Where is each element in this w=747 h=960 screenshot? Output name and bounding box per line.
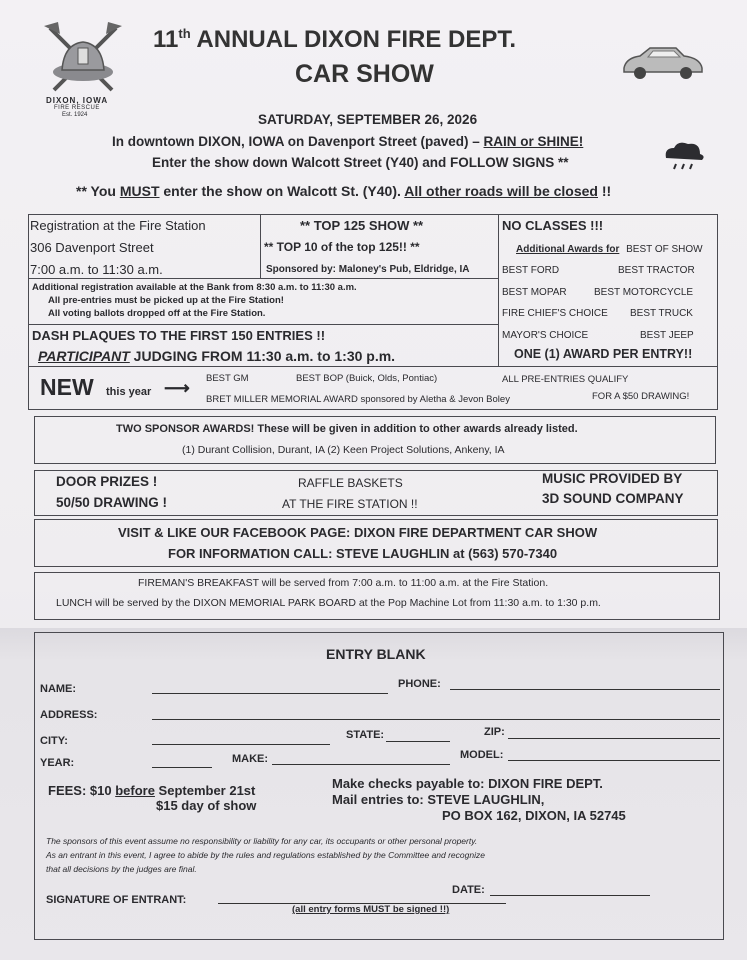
award-left-2: FIRE CHIEF'S CHOICE <box>502 308 608 319</box>
date-field[interactable] <box>490 895 650 896</box>
event-location: In downtown DIXON, IOWA on Davenport Street (paved) – RAIN or SHINE! <box>112 134 584 149</box>
ballot-dropoff: All voting ballots dropped off at the Fire Station. <box>48 308 266 319</box>
phone-label: PHONE: <box>398 678 441 690</box>
disclaimer-3: that all decisions by the judges are final. <box>46 864 197 874</box>
enter-instructions: Enter the show down Walcott Street (Y40) and FOLLOW SIGNS ** <box>152 155 569 170</box>
name-label: NAME: <box>40 683 77 695</box>
model-label: MODEL: <box>460 749 504 761</box>
music-company: 3D SOUND COMPANY <box>542 491 684 506</box>
top-sponsor: Sponsored by: Maloney's Pub, Eldridge, IA <box>266 264 470 275</box>
best-gm: BEST GM <box>206 373 249 384</box>
mail-address: PO BOX 162, DIXON, IA 52745 <box>442 808 626 823</box>
fifty-fifty-drawing: 50/50 DRAWING ! <box>56 495 168 510</box>
disclaimer-1: The sponsors of this event assume no responsibility or liability for any car, its occupants or other personal property. <box>46 836 478 846</box>
sponsor-awards: TWO SPONSOR AWARDS! These will be given in addition to other awards already listed. <box>116 423 578 435</box>
disclaimer-2: As an entrant in this event, I agree to abide by the rules and regulations established by the Committee and recognize <box>46 850 485 860</box>
best-bop: BEST BOP (Buick, Olds, Pontiac) <box>296 373 438 384</box>
flyer-title-line2: CAR SHOW <box>295 60 434 88</box>
reg-location: Registration at the Fire Station <box>30 218 206 233</box>
award-right-1: BEST MOTORCYCLE <box>594 287 694 298</box>
raffle-location: AT THE FIRE STATION !! <box>282 497 418 511</box>
checks-payable: Make checks payable to: DIXON FIRE DEPT. <box>332 776 603 791</box>
state-label: STATE: <box>346 729 385 741</box>
reg-hours: 7:00 a.m. to 11:30 a.m. <box>30 262 163 277</box>
phone-field[interactable] <box>450 689 720 690</box>
mail-entries: Mail entries to: STEVE LAUGHLIN, <box>332 792 545 807</box>
logo-line1: DIXON, IOWA <box>46 96 109 105</box>
award-right-2: BEST TRUCK <box>630 308 693 319</box>
sponsor-list: (1) Durant Collision, Durant, IA (2) Keen Project Solutions, Ankeny, IA <box>182 444 505 456</box>
award-right-0: BEST TRACTOR <box>618 265 695 276</box>
raffle-baskets: RAFFLE BASKETS <box>298 476 403 490</box>
make-field[interactable] <box>272 764 450 765</box>
arrow-right-icon: ⟶ <box>164 378 190 398</box>
signature-label: SIGNATURE OF ENTRANT: <box>46 894 187 906</box>
dash-plaques: DASH PLAQUES TO THE FIRST 150 ENTRIES !! <box>32 328 326 343</box>
zip-field[interactable] <box>508 738 720 739</box>
lunch-info: LUNCH will be served by the DIXON MEMORIAL PARK BOARD at the Pop Machine Lot from 11:30 a.m. to 1:30 p.m. <box>56 597 601 609</box>
state-field[interactable] <box>386 741 450 742</box>
rain-cloud-icon <box>660 138 706 172</box>
this-year-label: this year <box>106 386 152 398</box>
no-classes: NO CLASSES !!! <box>502 218 604 233</box>
date-label: DATE: <box>452 884 485 896</box>
must-be-signed: (all entry forms MUST be signed !!) <box>292 904 450 915</box>
judging-hours: PARTICIPANT JUDGING FROM 11:30 a.m. to 1:30 p.m. <box>38 348 396 364</box>
event-date: SATURDAY, SEPTEMBER 26, 2026 <box>258 112 478 127</box>
name-field[interactable] <box>152 693 388 694</box>
logo-line2: FIRE RESCUE <box>54 105 100 111</box>
zip-label: ZIP: <box>484 726 505 738</box>
one-award-per-entry: ONE (1) AWARD PER ENTRY!! <box>514 347 693 361</box>
award-left-3: MAYOR'S CHOICE <box>502 330 589 341</box>
logo-line3: Est. 1924 <box>62 112 88 118</box>
flyer-title: 11th ANNUAL DIXON FIRE DEPT. <box>153 26 517 53</box>
pre-entries-qualify: ALL PRE-ENTRIES QUALIFY <box>502 374 629 385</box>
fees-line2: $15 day of show <box>156 798 257 813</box>
top-125-show: ** TOP 125 SHOW ** <box>300 218 424 233</box>
city-label: CITY: <box>40 735 68 747</box>
drawing-50: FOR A $50 DRAWING! <box>592 391 690 402</box>
must-enter-note: ** You MUST enter the show on Walcott St. (Y40). All other roads will be closed !! <box>76 183 612 199</box>
city-field[interactable] <box>152 744 330 745</box>
address-label: ADDRESS: <box>40 709 98 721</box>
fees-line1: FEES: $10 before September 21st <box>48 783 256 798</box>
breakfast-info: FIREMAN'S BREAKFAST will be served from 7:00 a.m. to 11:00 a.m. at the Fire Station. <box>138 577 549 589</box>
pre-entry-pickup: All pre-entries must be picked up at the Fire Station! <box>48 295 284 306</box>
year-label: YEAR: <box>40 757 75 769</box>
make-label: MAKE: <box>232 753 269 765</box>
entry-blank-title: ENTRY BLANK <box>326 646 426 662</box>
address-field[interactable] <box>152 719 720 720</box>
new-label: NEW <box>40 374 94 400</box>
award-left-1: BEST MOPAR <box>502 287 567 298</box>
door-prizes: DOOR PRIZES ! <box>56 474 158 489</box>
top-10-note: ** TOP 10 of the top 125!! ** <box>264 240 420 254</box>
award-left-0: BEST FORD <box>502 265 560 276</box>
bank-registration: Additional registration available at the Bank from 8:30 a.m. to 11:30 a.m. <box>32 282 357 293</box>
info-call: FOR INFORMATION CALL: STEVE LAUGHLIN at (563) 570-7340 <box>168 546 558 561</box>
fire-rescue-logo-icon <box>42 20 124 98</box>
bret-miller-award: BRET MILLER MEMORIAL AWARD sponsored by Aletha & Jevon Boley <box>206 394 510 405</box>
award-right-3: BEST JEEP <box>640 330 694 341</box>
reg-address: 306 Davenport Street <box>30 240 154 255</box>
year-field[interactable] <box>152 767 212 768</box>
facebook-page: VISIT & LIKE OUR FACEBOOK PAGE: DIXON FIRE DEPARTMENT CAR SHOW <box>118 525 598 540</box>
model-field[interactable] <box>508 760 720 761</box>
music-provided: MUSIC PROVIDED BY <box>542 471 683 486</box>
additional-awards: Additional Awards for BEST OF SHOW <box>516 244 703 255</box>
classic-car-icon <box>620 42 706 82</box>
